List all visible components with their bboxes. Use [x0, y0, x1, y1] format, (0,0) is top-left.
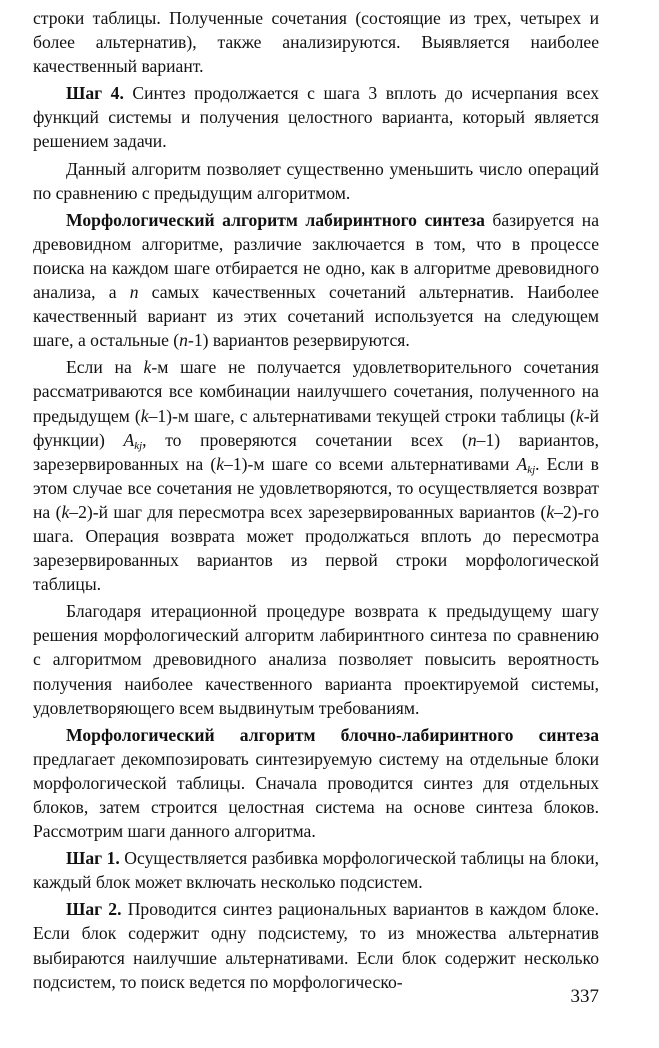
text-run: предлагает декомпозировать синтезируемую систему на отдельные блоки морфологической таблицы. Сначала проводится синтез для отдельных блоков, затем строится целостная система на основе синтеза блоков. Рассмотрим шаги данного алгоритма. [33, 748, 599, 842]
text-run: . Если в этом случае все сочетания не удовлетворяются, то осуществляется возврат на ( [33, 453, 599, 522]
text-run: самых качественных сочетаний альтернатив. Наиболее качественный вариант из этих сочетаний используется на следующем шаге, а остальные ( [33, 282, 599, 351]
text-run: –1) вариантов, зарезервированных на ( [33, 429, 600, 474]
paragraph [33, 6, 599, 78]
italic-run: k [143, 357, 152, 378]
italic-run: k [216, 453, 225, 474]
text-run: Синтез продолжается с шага 3 вплоть до исчерпания всех функций системы и получения целостного варианта, который является решением задачи. [33, 83, 599, 152]
text-run: Осуществляется разбивка морфологической таблицы на блоки, каждый блок может включать несколько подсистем. [33, 848, 599, 893]
text-run: , то проверяются сочетании всех ( [142, 429, 468, 450]
page-number: 337 [570, 986, 599, 1007]
subscript: kj [527, 463, 536, 476]
italic-run: A [123, 429, 135, 450]
text-run: -й функции) [33, 405, 599, 450]
italic-run: n [179, 330, 188, 351]
italic-run: A [516, 453, 528, 474]
paragraph [33, 81, 599, 153]
bold-run: Шаг 1. [66, 848, 120, 869]
text-run: -м шаге не получается удовлетворительного сочетания рассматриваются все комбинации наилучшего сочетания, полученного на предыдущем ( [33, 357, 599, 426]
paragraph [33, 897, 599, 993]
text-run: строки таблицы. Полученные сочетания (состоящие из трех, четырех и более альтернатив), также анализируются. Выявляется наиболее качественный вариант. [33, 8, 599, 77]
italic-run: n [467, 429, 477, 450]
paragraph [33, 599, 599, 719]
bold-run: Шаг 2. [66, 899, 122, 920]
text-run: базируется на древовидном алгоритме, различие заключается в том, что в процессе поиска на каждом шаге отбирается не одно, как в алгоритме древовидного анализа, а [33, 209, 599, 303]
subscript: kj [134, 439, 143, 452]
text-run: Если на [66, 357, 144, 378]
text-run: –2)-го шага. Операция возврата может продолжаться вплоть до пересмотра зарезервированных вариантов из первой строки морфологической таблицы. [33, 501, 600, 595]
text-run: Данный алгоритм позволяет существенно уменьшить число операций по сравнению с предыдущим алгоритмом. [33, 158, 599, 203]
italic-run: k [546, 501, 555, 522]
bold-run: Морфологический алгоритм блочно-лабиринтного синтеза [66, 724, 599, 745]
text-run: –2)-й шаг для пересмотра всех зарезервированных вариантов ( [69, 501, 547, 522]
paragraph [33, 208, 599, 353]
paragraph [33, 157, 599, 205]
text-run: –1)-м шаге, с альтернативами текущей строки таблицы ( [148, 405, 576, 426]
paragraph [33, 846, 599, 894]
page-body [33, 6, 599, 997]
italic-run: k [61, 501, 70, 522]
italic-run: k [575, 405, 584, 426]
paragraph [33, 355, 599, 596]
text-run: -1) вариантов резервируются. [187, 330, 410, 351]
italic-run: k [140, 405, 149, 426]
text-run: Благодаря итерационной процедуре возврата к предыдущему шагу решения морфологический алгоритм лабиринтного синтеза по сравнению с алгоритмом древовидного анализа позволяет повысить вероятность получения наиболее качественного варианта проектируемой системы, удовлетворяющего всем выдвинутым требованиям. [33, 601, 599, 718]
bold-run: Шаг 4. [66, 83, 124, 104]
text-run: –1)-м шаге со всеми альтернативами [224, 453, 517, 474]
bold-run: Морфологический алгоритм лабиринтного синтеза [66, 209, 485, 230]
paragraph [33, 723, 599, 843]
italic-run: n [129, 282, 139, 303]
text-run: Проводится синтез рациональных вариантов в каждом блоке. Если блок содержит одну подсистему, то из множества альтернатив выбираются наилучшие альтернативами. Если блок содержит несколько подсистем, то поиск ведется по морфологическо- [33, 899, 599, 992]
